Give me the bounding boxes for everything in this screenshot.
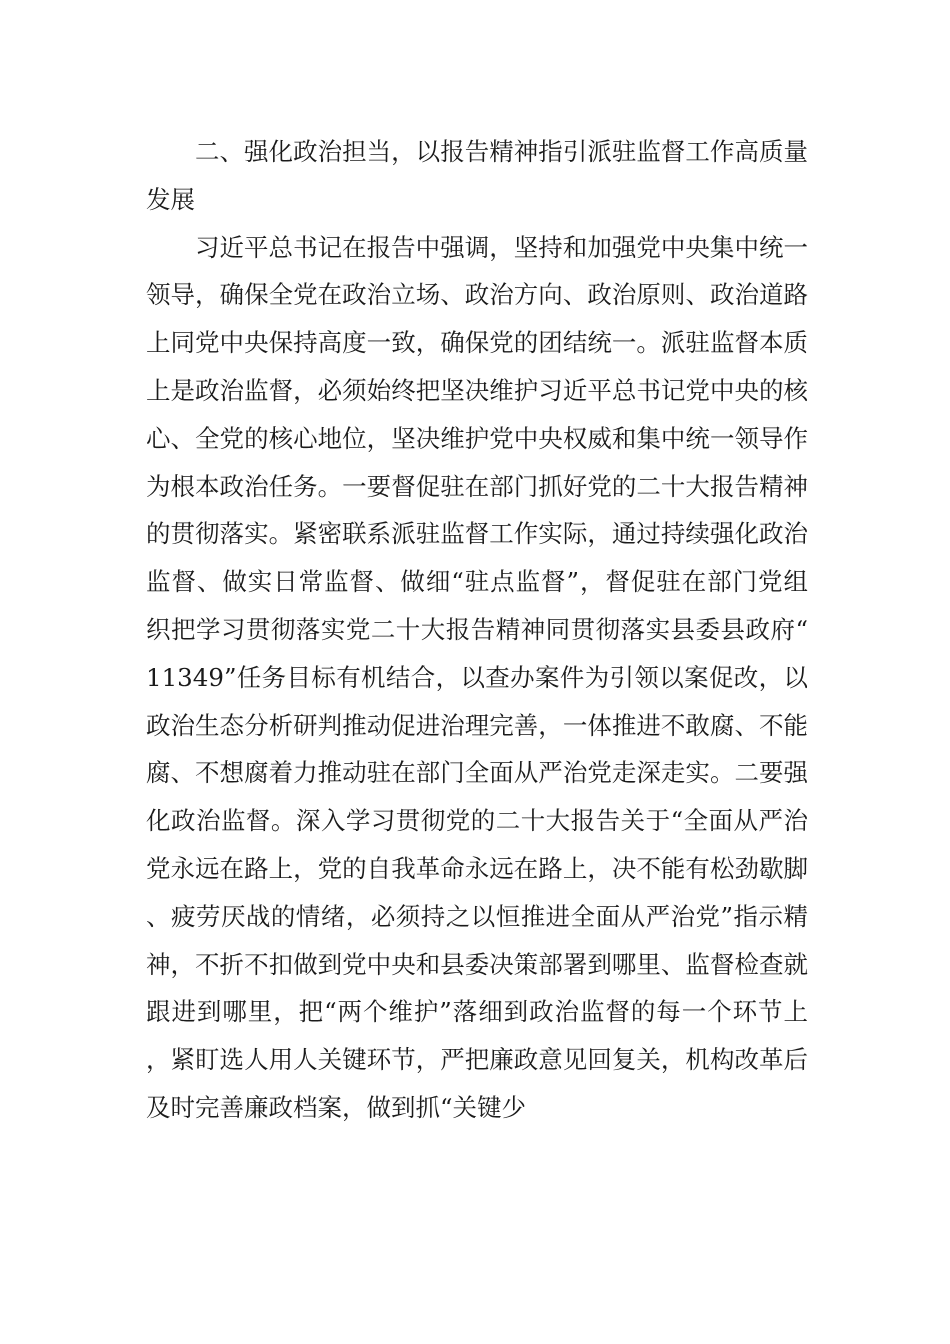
section-heading: 二、强化政治担当，以报告精神指引派驻监督工作高质量发展 (146, 137, 808, 214)
body-paragraph: 习近平总书记在报告中强调，坚持和加强党中央集中统一领导，确保全党在政治立场、政治方向、政治原则、政治道路上同党中央保持高度一致，确保党的团结统一。派驻监督本质上是政治监督，必须始终把坚决维护习近平总书记党中央的核心、全党的核心地位，坚决维护党中央权威和集中统一领导作为根本政治任务。一要督促驻在部门抓好党的二十大报告精神的贯彻落实。紧密联系派驻监督工作实际，通过持续强化政治监督、做实日常监督、做细“驻点监督”，督促驻在部门党组织把学习贯彻落实党二十大报告精神同贯彻落实县委县政府“11349”任务目标有机结合，以查办案件为引领以案促改，以政治生态分析研判推动促进治理完善，一体推进不敢腐、不能腐、不想腐着力推动驻在部门全面从严治党走深走实。二要强化政治监督。深入学习贯彻党的二十大报告关于“全面从严治党永远在路上，党的自我革命永远在路上，决不能有松劲歇脚、疲劳厌战的情绪，必须持之以恒推进全面从严治党”指示精神，不折不扣做到党中央和县委决策部署到哪里、监督检查就跟进到哪里，把“两个维护”落细到政治监督的每一个环节上，紧盯选人用人关键环节，严把廉政意见回复关，机构改革后及时完善廉政档案，做到抓“关键少 (146, 232, 808, 1122)
document-body (146, 128, 808, 1132)
